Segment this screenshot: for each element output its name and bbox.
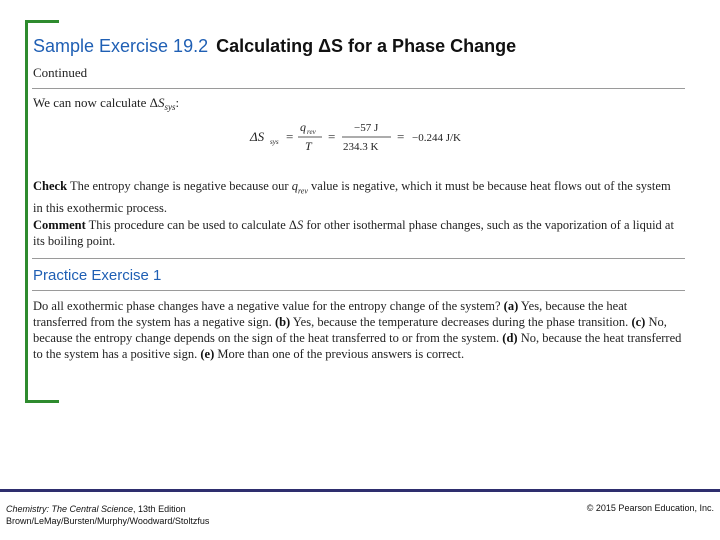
eq-lhs: ΔS — [250, 129, 265, 144]
entropy-equation — [248, 116, 478, 156]
option-a-text: Yes, because the heat transferred from the system has a negative sign. — [33, 299, 628, 329]
calc-intro-symbol: S — [157, 95, 165, 110]
option-b-letter: (b) — [274, 315, 291, 329]
calc-intro-sub: sys — [164, 102, 176, 112]
eq-num2: −57 J — [354, 122, 379, 134]
eq-den2: 234.3 K — [343, 141, 379, 153]
check-label: Check — [33, 179, 68, 193]
practice-question-text: Do all exothermic phase changes have a negative value for the entropy change of the system? — [33, 299, 501, 313]
eq-result: −0.244 J/K — [412, 132, 461, 144]
option-e-text: More than one of the previous answers is correct. — [217, 347, 465, 361]
check-paragraph — [33, 178, 683, 216]
footer-divider — [0, 489, 720, 492]
eq-equals-1: = — [286, 129, 294, 144]
footer-authors: Brown/LeMay/Bursten/Murphy/Woodward/Stoltzfus — [6, 516, 210, 526]
divider-practice — [32, 290, 685, 291]
option-d-letter: (d) — [502, 331, 518, 345]
check-q-sub: rev — [297, 186, 308, 196]
eq-num1: q — [300, 120, 306, 134]
page-title — [33, 36, 516, 57]
footer-citation — [6, 503, 209, 527]
practice-question — [33, 298, 683, 362]
eq-den1: T — [305, 139, 312, 153]
option-a-letter: (a) — [503, 299, 519, 313]
title-topic: Calculating ΔS for a Phase Change — [216, 36, 517, 56]
eq-num1-sub: rev — [307, 128, 316, 136]
footer-book-title: Chemistry: The Central Science — [6, 504, 134, 514]
divider-top — [32, 88, 685, 89]
comment-paragraph — [33, 217, 683, 249]
divider-middle — [32, 258, 685, 259]
option-b-text: Yes, because the temperature decreases during the phase transition. — [292, 315, 629, 329]
option-c-text: No, because the entropy change depends on the sign of the heat transferred to or from the system. — [33, 315, 667, 345]
green-bracket-side — [25, 20, 28, 403]
comment-text-1: This procedure can be used to calculate Δ — [88, 218, 297, 232]
eq-lhs-sub: sys — [270, 138, 279, 146]
comment-text-2: for other isothermal phase changes, such as the vaporization of a liquid at its boiling point. — [33, 218, 674, 248]
footer-copyright: © 2015 Pearson Education, Inc. — [586, 503, 714, 513]
calc-intro-suffix: : — [175, 95, 180, 110]
green-bracket-top — [25, 20, 59, 23]
title-exercise-number: Sample Exercise 19.2 — [33, 36, 209, 56]
continued-label: Continued — [33, 65, 88, 80]
check-text-1: The entropy change is negative because our — [69, 179, 292, 193]
practice-heading: Practice Exercise 1 — [33, 267, 162, 284]
calc-intro — [33, 95, 179, 112]
check-q-symbol: q — [291, 179, 298, 193]
check-text-2: value is negative, which it must be because heat flows out of the system in this exothermic process. — [33, 179, 671, 215]
footer-edition: , 13th Edition — [133, 504, 186, 514]
option-e-letter: (e) — [200, 347, 215, 361]
comment-label: Comment — [33, 218, 86, 232]
eq-equals-2: = — [328, 129, 336, 144]
comment-symbol: S — [296, 218, 304, 232]
calc-intro-prefix: We can now calculate Δ — [33, 95, 158, 110]
option-d-text: No, because the heat transferred to the system has a positive sign. — [33, 331, 682, 361]
green-bracket-bottom — [25, 400, 59, 403]
option-c-letter: (c) — [631, 315, 646, 329]
eq-equals-3: = — [397, 129, 405, 144]
